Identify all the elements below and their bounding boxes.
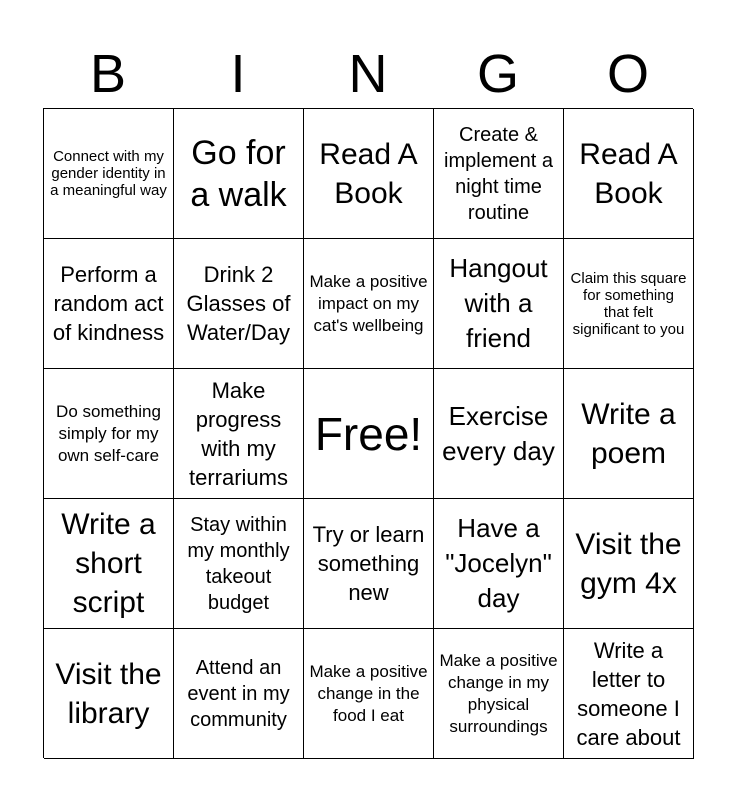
bingo-square[interactable] [434, 499, 564, 629]
bingo-square[interactable] [304, 629, 434, 759]
bingo-square[interactable] [434, 109, 564, 239]
square-text: Make a positive change in the food I eat [309, 661, 428, 725]
square-text: Read A Book [579, 137, 678, 210]
square-text: Hangout with a friend [449, 253, 548, 353]
square-text: Connect with my gender identity in a meaningful way [50, 148, 167, 199]
bingo-square[interactable] [304, 239, 434, 369]
square-text: Exercise every day [442, 400, 555, 466]
header-letter-i: I [230, 44, 246, 104]
bingo-square[interactable] [434, 629, 564, 759]
bingo-square[interactable] [564, 369, 694, 499]
bingo-square[interactable] [564, 629, 694, 759]
free-square[interactable] [304, 369, 434, 499]
bingo-square[interactable] [304, 109, 434, 239]
bingo-card-grid [43, 108, 693, 758]
square-text: Create & implement a night time routine [444, 123, 553, 224]
square-text: Make a positive change in my physical surroundings [439, 650, 558, 736]
bingo-square[interactable] [564, 499, 694, 629]
bingo-square[interactable] [434, 239, 564, 369]
bingo-square[interactable] [174, 369, 304, 499]
square-text: Attend an event in my community [187, 656, 290, 731]
bingo-square[interactable] [434, 369, 564, 499]
square-text: Write a letter to someone I care about [576, 637, 681, 750]
header-letter-n: N [348, 44, 388, 104]
header-letter-b: B [89, 44, 127, 104]
square-text: Go for a walk [190, 133, 287, 214]
bingo-square[interactable] [44, 109, 174, 239]
bingo-square[interactable] [174, 109, 304, 239]
square-text: Try or learn something new [312, 522, 425, 605]
square-text: Stay within my monthly takeout budget [187, 513, 290, 614]
square-text: Make progress with my terrariums [188, 377, 288, 490]
square-text: Visit the gym 4x [575, 527, 682, 600]
square-text: Free! [314, 407, 423, 460]
square-text: Claim this square for something that felt significant to you [570, 269, 687, 338]
bingo-header [43, 40, 693, 108]
square-text: Perform a random act of kindness [52, 262, 165, 345]
square-text: Make a positive impact on my cat's wellbeing [309, 271, 428, 335]
square-text: Write a poem [581, 397, 676, 470]
bingo-square[interactable] [174, 499, 304, 629]
bingo-square[interactable] [564, 239, 694, 369]
square-text: Visit the library [55, 657, 162, 730]
header-letter-g: G [476, 44, 519, 104]
square-text: Read A Book [319, 137, 418, 210]
square-text: Have a "Jocelyn" day [445, 513, 552, 613]
bingo-square[interactable] [174, 629, 304, 759]
bingo-square[interactable] [44, 499, 174, 629]
bingo-square[interactable] [44, 629, 174, 759]
header-letter-o: O [606, 44, 649, 104]
bingo-square[interactable] [44, 239, 174, 369]
square-text: Drink 2 Glasses of Water/Day [186, 262, 291, 345]
bingo-square[interactable] [564, 109, 694, 239]
bingo-square[interactable] [44, 369, 174, 499]
square-text: Do something simply for my own self-care [56, 401, 161, 465]
bingo-square[interactable] [304, 499, 434, 629]
bingo-square[interactable] [174, 239, 304, 369]
square-text: Write a short script [61, 508, 156, 619]
